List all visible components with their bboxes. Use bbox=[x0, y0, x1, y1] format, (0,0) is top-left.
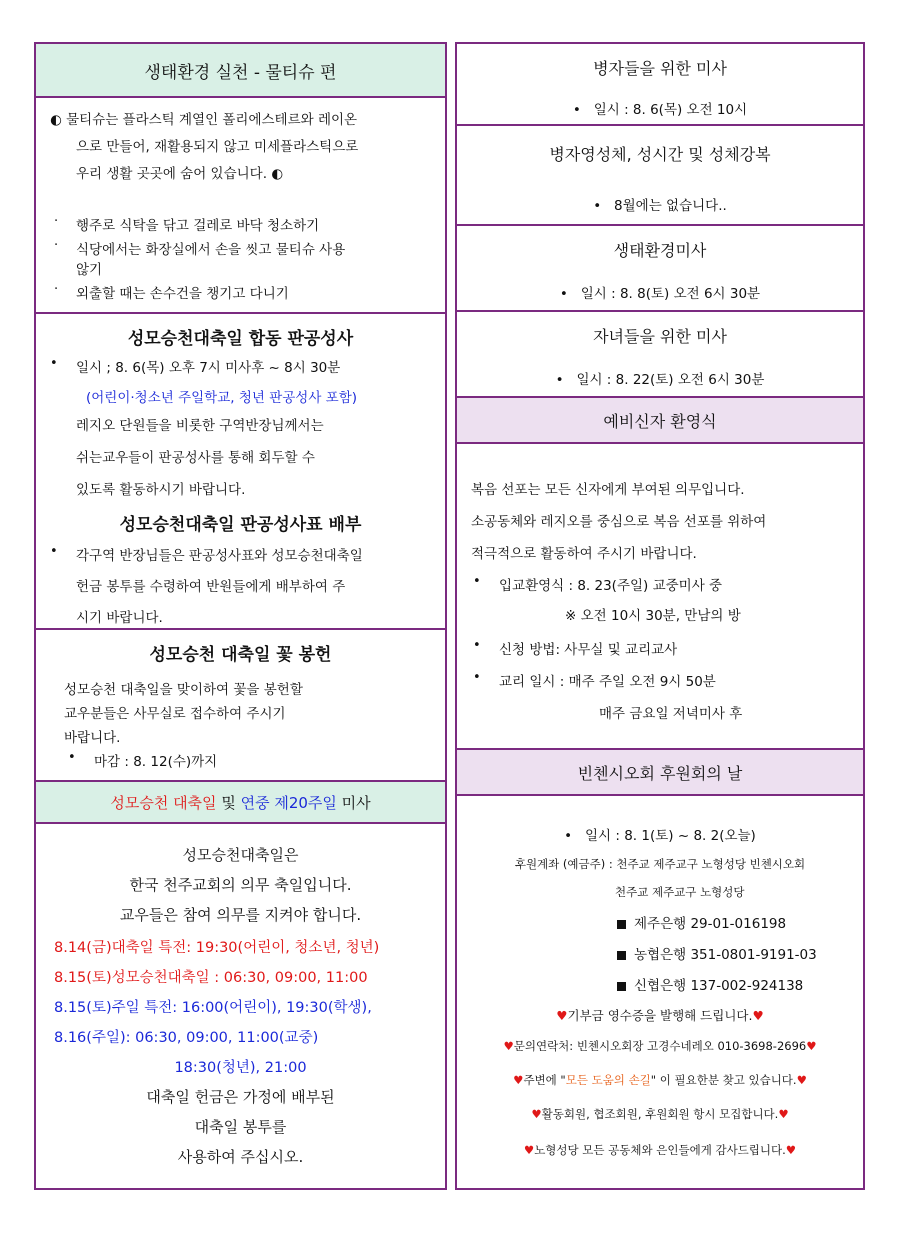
communion-note-text: 8월에는 없습니다.. bbox=[614, 198, 727, 214]
bank-2-text: 농협은행 351-0801-9191-03 bbox=[634, 947, 817, 963]
children-mass-title: 자녀들을 위한 미사 bbox=[593, 327, 727, 346]
bullet-icon: • bbox=[68, 750, 76, 765]
bullet-icon: • bbox=[473, 638, 481, 653]
sick-mass-title: 병자들을 위한 미사 bbox=[593, 59, 727, 78]
square-bullet-icon bbox=[617, 951, 626, 960]
flower-deadline: 마감 : 8. 12(수)까지 bbox=[94, 754, 218, 770]
vincent-date-text: 일시 : 8. 1(토) ~ 8. 2(오늘) bbox=[585, 828, 756, 844]
heart-icon: ♥ bbox=[523, 1143, 535, 1157]
welcome-b3: 교리 일시 : 매주 주일 오전 9시 50분 bbox=[499, 674, 716, 690]
mass-red-1: 8.14(금)대축일 특전: 19:30(어린이, 청소년, 청년) bbox=[54, 940, 380, 956]
eco-tip-1: 행주로 식탁을 닦고 걸레로 바닥 청소하기 bbox=[76, 218, 320, 234]
right-column bbox=[455, 42, 865, 1190]
penance-sub-3: 시기 바랍니다. bbox=[76, 610, 163, 626]
penance-sub-1: 각구역 반장님들은 판공성사표와 성모승천대축일 bbox=[76, 548, 363, 564]
communion-note: • 8월에는 없습니다.. bbox=[593, 198, 727, 214]
vincent-h4-text: 활동회원, 협조회원, 후원회원 항시 모집합니다. bbox=[541, 1107, 779, 1121]
eco-header bbox=[36, 44, 445, 96]
vincent-h3a-text: 주변에 " bbox=[523, 1073, 566, 1087]
heart-icon: ♥ bbox=[785, 1143, 797, 1157]
penance-sub-2: 헌금 봉투를 수령하여 반원들에게 배부하여 주 bbox=[76, 579, 346, 595]
heart-icon: ♥ bbox=[503, 1039, 514, 1053]
bank-2 bbox=[617, 943, 817, 963]
welcome-b3b: 매주 금요일 저녁미사 후 bbox=[599, 706, 743, 722]
eco-intro-1: ◐ 물티슈는 플라스틱 계열인 폴리에스테르와 레이온 bbox=[50, 112, 358, 128]
bank-3 bbox=[617, 974, 803, 994]
welcome-body-1: 복음 선포는 모든 신자에게 부여된 의무입니다. bbox=[471, 482, 745, 498]
mass-end-3: 사용하여 주십시오. bbox=[177, 1148, 304, 1166]
heart-icon: ♥ bbox=[752, 1008, 764, 1023]
square-bullet-icon bbox=[617, 982, 626, 991]
heart-icon: ♥ bbox=[556, 1008, 568, 1023]
flower-section bbox=[36, 628, 445, 782]
vincent-heart-4 bbox=[457, 1106, 863, 1122]
sick-mass-date: • 일시 : 8. 6(목) 오전 10시 bbox=[572, 102, 748, 118]
bullet-icon: • bbox=[473, 670, 481, 685]
penance-body-3: 있도록 활동하시기 바랍니다. bbox=[76, 482, 246, 498]
vincent-h5-text: 노형성당 모든 공동체와 은인들에게 감사드립니다. bbox=[534, 1143, 786, 1157]
heart-icon: ♥ bbox=[796, 1073, 807, 1087]
flower-body-2: 교우분들은 사무실로 접수하여 주시기 bbox=[64, 706, 286, 722]
welcome-b1b: ※ 오전 10시 30분, 만남의 방 bbox=[565, 608, 741, 624]
eco-tip-3: 외출할 때는 손수건을 챙기고 다니기 bbox=[76, 286, 289, 302]
children-mass-date-text: 일시 : 8. 22(토) 오전 6시 30분 bbox=[576, 372, 765, 388]
communion-title: 병자영성체, 성시간 및 성체강복 bbox=[549, 145, 771, 164]
mass-header bbox=[36, 780, 445, 822]
vincent-heart-2 bbox=[457, 1038, 863, 1054]
vincent-h3b-text: 모든 도움의 손길 bbox=[565, 1073, 651, 1087]
eco-mass-section bbox=[457, 224, 863, 312]
bank-3-text: 신협은행 137-002-924138 bbox=[634, 978, 804, 994]
flower-body-3: 바랍니다. bbox=[64, 730, 121, 746]
vincent-heart-5 bbox=[457, 1142, 863, 1158]
welcome-title: 예비신자 환영식 bbox=[603, 411, 717, 431]
welcome-header bbox=[457, 396, 863, 442]
vincent-heart-1 bbox=[457, 1006, 863, 1024]
bullet-icon: • bbox=[50, 356, 58, 371]
mass-title-a: 성모승천 대축일 bbox=[110, 793, 217, 812]
bullet-icon: · bbox=[54, 214, 59, 229]
mass-line-2: 한국 천주교회의 의무 축일입니다. bbox=[129, 876, 352, 894]
sick-mass-date-text: 일시 : 8. 6(목) 오전 10시 bbox=[593, 102, 748, 118]
eco-tip-2: 식당에서는 화장실에서 손을 씻고 물티슈 사용 bbox=[76, 242, 346, 258]
heart-icon: ♥ bbox=[778, 1107, 789, 1121]
mass-red-2: 8.15(토)성모승천대축일 : 06:30, 09:00, 11:00 bbox=[54, 970, 368, 986]
mass-blue-1: 8.15(토)주일 특전: 16:00(어린이), 19:30(학생), bbox=[54, 1000, 372, 1016]
bank-1-text: 제주은행 29-01-016198 bbox=[634, 916, 787, 932]
vincent-h2-text: 문의연락처: 빈첸시오회장 고경수네레오 010-3698-2696 bbox=[513, 1039, 807, 1053]
bullet-icon: • bbox=[473, 574, 481, 589]
mass-end-1: 대축일 헌금은 가정에 배부된 bbox=[146, 1088, 335, 1106]
eco-intro-2: 으로 만들어, 재활용되지 않고 미세플라스틱으로 bbox=[76, 139, 359, 155]
mass-section bbox=[36, 822, 445, 1188]
penance-body-2: 쉬는교우들이 판공성사를 통해 회두할 수 bbox=[76, 450, 315, 466]
children-mass-date: • 일시 : 8. 22(토) 오전 6시 30분 bbox=[555, 372, 765, 388]
eco-tip-2b: 않기 bbox=[76, 262, 103, 278]
welcome-body-2: 소공동체와 레지오를 중심으로 복음 선포를 위하여 bbox=[471, 514, 767, 530]
vincent-title: 빈첸시오회 후원회의 날 bbox=[577, 763, 743, 783]
mass-title-c: 연중 제20주일 bbox=[240, 793, 337, 812]
bank-1 bbox=[617, 912, 786, 932]
welcome-body-3: 적극적으로 활동하여 주시기 바랍니다. bbox=[471, 546, 697, 562]
eco-title: 생태환경 실천 - 물티슈 편 bbox=[144, 62, 337, 83]
vincent-date: • 일시 : 8. 1(토) ~ 8. 2(오늘) bbox=[564, 828, 756, 844]
mass-title-d: 미사 bbox=[336, 793, 371, 812]
heart-icon: ♥ bbox=[806, 1039, 817, 1053]
vincent-account-2: 천주교 제주교구 노형성당 bbox=[615, 885, 745, 899]
heart-icon: ♥ bbox=[531, 1107, 542, 1121]
eco-mass-date-text: 일시 : 8. 8(토) 오전 6시 30분 bbox=[580, 286, 761, 302]
eco-intro-3: 우리 생활 곳곳에 숨어 있습니다. ◐ bbox=[76, 166, 284, 182]
flower-body-1: 성모승천 대축일을 맞이하여 꽃을 봉헌할 bbox=[64, 682, 303, 698]
flower-title: 성모승천 대축일 꽃 봉헌 bbox=[149, 645, 332, 665]
eco-section bbox=[36, 96, 445, 314]
mass-line-1: 성모승천대축일은 bbox=[182, 846, 299, 864]
heart-icon: ♥ bbox=[513, 1073, 524, 1087]
mass-end-2: 대축일 봉투를 bbox=[194, 1118, 287, 1136]
vincent-h1-text: 기부금 영수증을 발행해 드립니다. bbox=[567, 1008, 753, 1023]
penance-section bbox=[36, 312, 445, 630]
sick-mass-section bbox=[457, 44, 863, 126]
left-column bbox=[34, 42, 447, 1190]
penance-body-1: 레지오 단원들을 비롯한 구역반장님께서는 bbox=[76, 418, 324, 434]
vincent-header bbox=[457, 748, 863, 794]
vincent-h3c-text: " 이 필요한분 찾고 있습니다. bbox=[650, 1073, 797, 1087]
bullet-icon: · bbox=[54, 282, 59, 297]
penance-title: 성모승천대축일 합동 판공성사 bbox=[127, 329, 354, 349]
bullet-icon: · bbox=[54, 238, 59, 253]
welcome-section bbox=[457, 442, 863, 748]
bullet-icon: • bbox=[50, 544, 58, 559]
vincent-section bbox=[457, 794, 863, 1188]
children-mass-section bbox=[457, 310, 863, 398]
welcome-b2: 신청 방법: 사무실 및 교리교사 bbox=[499, 642, 678, 658]
welcome-b1: 입교환영식 : 8. 23(주일) 교중미사 중 bbox=[499, 578, 723, 594]
penance-date: 일시 ; 8. 6(목) 오후 7시 미사후 ~ 8시 30분 bbox=[76, 360, 341, 376]
mass-line-3: 교우들은 참여 의무를 지켜야 합니다. bbox=[119, 906, 362, 924]
eco-mass-date: • 일시 : 8. 8(토) 오전 6시 30분 bbox=[559, 286, 761, 302]
mass-blue-2: 8.16(주일): 06:30, 09:00, 11:00(교중) bbox=[54, 1030, 319, 1046]
communion-section bbox=[457, 124, 863, 226]
eco-mass-title: 생태환경미사 bbox=[613, 241, 707, 260]
mass-blue-3: 18:30(청년), 21:00 bbox=[174, 1060, 307, 1076]
penance-sub-title: 성모승천대축일 판공성사표 배부 bbox=[119, 515, 362, 535]
square-bullet-icon bbox=[617, 920, 626, 929]
vincent-account-1: 후원계좌 (예금주) : 천주교 제주교구 노형성당 빈첸시오회 bbox=[514, 857, 806, 871]
penance-note: (어린이·청소년 주일학교, 청년 판공성사 포함) bbox=[86, 390, 358, 406]
vincent-heart-3 bbox=[457, 1072, 863, 1088]
mass-title-b: 및 bbox=[216, 793, 241, 812]
